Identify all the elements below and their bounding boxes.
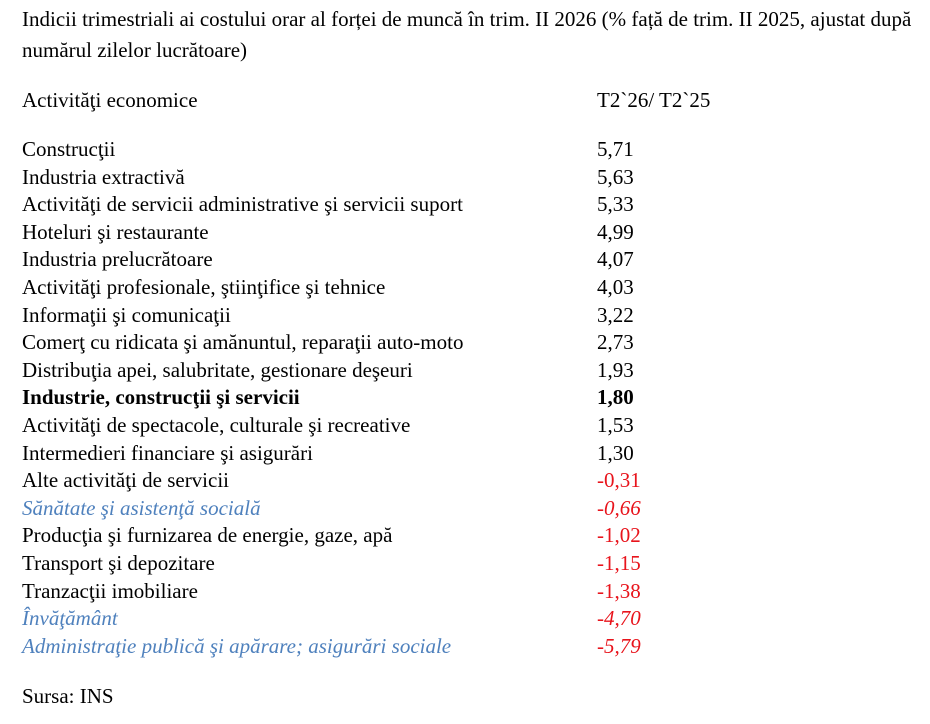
index-value: 1,30 [597,440,634,465]
index-value: 3,22 [597,302,634,327]
table-row [22,495,922,523]
index-value: 5,71 [597,137,634,161]
activity-label: Construcţii [22,137,116,161]
index-value: -1,02 [597,523,641,548]
activity-label: Învăţământ [22,606,118,631]
table-row [22,578,922,606]
index-value: -5,79 [597,633,641,658]
indices-table [22,136,922,660]
activity-label: Tranzacţii imobiliare [22,578,198,603]
table-row [22,219,922,247]
activity-label: Activităţi de spectacole, culturale şi recreative [22,412,411,437]
table-row [22,246,922,274]
index-value: -0,31 [597,468,641,493]
document-title: Indicii trimestriali ai costului orar al forței de muncă în trim. II 2026 (% față de trim. II 2025, ajustat după numărul zilelor lucrătoare) [22,7,912,62]
activity-label: Sănătate şi asistenţă socială [22,495,261,520]
activity-label: Transport şi depozitare [22,550,215,575]
table-row [22,605,922,633]
index-value: 1,53 [597,412,634,437]
table-row [22,191,922,219]
table-row [22,522,922,550]
activity-label: Alte activităţi de servicii [22,468,230,493]
activity-label: Hoteluri şi restaurante [22,219,209,244]
index-value: 1,80 [597,385,634,410]
table-row [22,274,922,302]
activity-label: Activităţi de servicii administrative şi servicii suport [22,192,463,217]
period-column-header: T2`26/ T2`25 [597,88,711,112]
activity-label: Comerţ cu ridicata şi amănuntul, reparaţii auto-moto [22,330,464,355]
index-value: 4,99 [597,219,634,244]
table-row [22,440,922,468]
index-value: 5,63 [597,164,634,189]
activity-label: Administraţie publică şi apărare; asigurări sociale [22,633,452,658]
table-row [22,467,922,495]
index-value: -4,70 [597,606,641,631]
source-note: Sursa: INS [22,684,114,709]
table-header [22,86,922,114]
activity-label: Industria extractivă [22,164,185,189]
activity-label: Informaţii şi comunicaţii [22,302,231,327]
activity-label: Producţia şi furnizarea de energie, gaze, apă [22,523,393,548]
index-value: 5,33 [597,192,634,217]
table-row [22,164,922,192]
index-value: 4,07 [597,247,634,272]
document [22,4,922,710]
activity-label: Industria prelucrătoare [22,247,213,272]
index-value: -1,38 [597,578,641,603]
table-row [22,136,922,164]
index-value: -0,66 [597,495,641,520]
activity-label: Distribuţia apei, salubritate, gestionare deşeuri [22,357,413,382]
index-value: 1,93 [597,357,634,382]
table-row [22,412,922,440]
table-row [22,633,922,661]
activity-label: Industrie, construcţii şi servicii [22,385,300,410]
activity-label: Activităţi profesionale, ştiinţifice şi tehnice [22,274,386,299]
table-row [22,357,922,385]
table-row [22,384,922,412]
index-value: 2,73 [597,330,634,355]
table-row [22,302,922,330]
index-value: 4,03 [597,274,634,299]
index-value: -1,15 [597,550,641,575]
table-row [22,550,922,578]
activity-column-header: Activităţi economice [22,88,198,112]
activity-label: Intermedieri financiare şi asigurări [22,440,313,465]
table-row [22,329,922,357]
